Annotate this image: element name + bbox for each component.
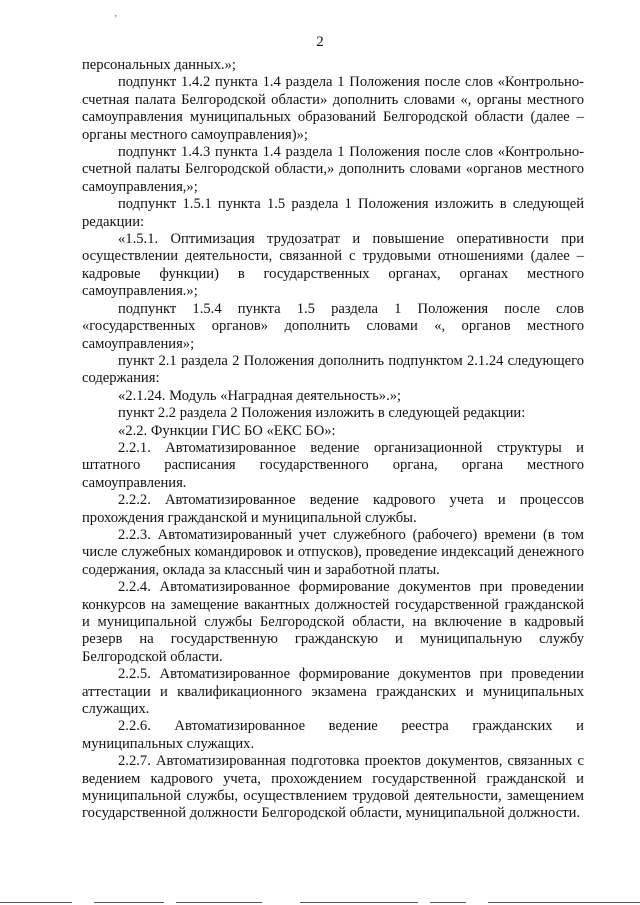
- paragraph: 2.2.1. Автоматизированное ведение организационной структуры и штатного расписания государственного органа, органа местного самоуправления.: [82, 439, 584, 491]
- paragraph: 2.2.2. Автоматизированное ведение кадрового учета и процессов прохождения гражданской и муниципальной службы.: [82, 492, 584, 526]
- paragraph: 2.2.4. Автоматизированное формирование документов при проведении конкурсов на замещение вакантных должностей государственной гражданской и муниципальной службы Белгородской области, на включение в кадровый резерв на государственную гражданскую и муниципальную службу Белгородской области.: [82, 579, 584, 665]
- paragraph: подпункт 1.4.3 пункта 1.4 раздела 1 Положения после слов «Контрольно-счетной палаты Белгородской области,» дополнить словами «органов местного самоуправления,»;: [82, 144, 584, 195]
- document-body: [82, 57, 584, 823]
- paragraph: «1.5.1. Оптимизация трудозатрат и повышение оперативности при осуществлении деятельности, связанной с трудовыми отношениями (далее – кадровые функции) в государственных органах, органах местного самоуправления.»;: [82, 231, 584, 300]
- paragraph: 2.2.6. Автоматизированное ведение реестра гражданских и муниципальных служащих.: [82, 718, 584, 752]
- paragraph: подпункт 1.5.4 пункта 1.5 раздела 1 Положения после слов «государственных органов» дополнить словами «, органов местного самоуправления»;: [82, 300, 584, 352]
- paragraph: пункт 2.1 раздела 2 Положения дополнить подпунктом 2.1.24 следующего содержания:: [82, 352, 584, 387]
- paragraph: «2.2. Функции ГИС БО «ЕКС БО»:: [118, 422, 336, 439]
- paragraph: 2.2.5. Автоматизированное формирование документов при проведении аттестации и квалификационного экзамена гражданских и муниципальных служащих.: [82, 666, 584, 718]
- paragraph: «2.1.24. Модуль «Наградная деятельность».»;: [118, 387, 402, 404]
- paragraph: подпункт 1.5.1 пункта 1.5 раздела 1 Положения изложить в следующей редакции:: [82, 196, 584, 230]
- paragraph: пункт 2.2 раздела 2 Положения изложить в следующей редакции:: [118, 405, 526, 422]
- scan-edge-line: [0, 901, 640, 905]
- page-number: 2: [316, 34, 324, 50]
- paragraph: подпункт 1.4.2 пункта 1.4 раздела 1 Положения после слов «Контрольно-счетная палата Белгородской области» дополнить словами «, органы местного самоуправления муниципальных образований Белгородской области (далее – органы местного самоуправления)»;: [82, 74, 584, 143]
- paragraph: 2.2.7. Автоматизированная подготовка проектов документов, связанных с ведением кадрового учета, прохождением государственной гражданской и муниципальной службы, осуществлением трудовой деятельности, замещением государственной должности Белгородской области, муниципальной должности.: [82, 753, 584, 822]
- paragraph: 2.2.3. Автоматизированный учет служебного (рабочего) времени (в том числе служебных командировок и отпусков), проведение индексаций денежного содержания, оклада за классный чин и заработной платы.: [82, 526, 584, 578]
- stray-mark: ʼ: [114, 14, 118, 25]
- paragraph: персональных данных.»;: [82, 57, 236, 73]
